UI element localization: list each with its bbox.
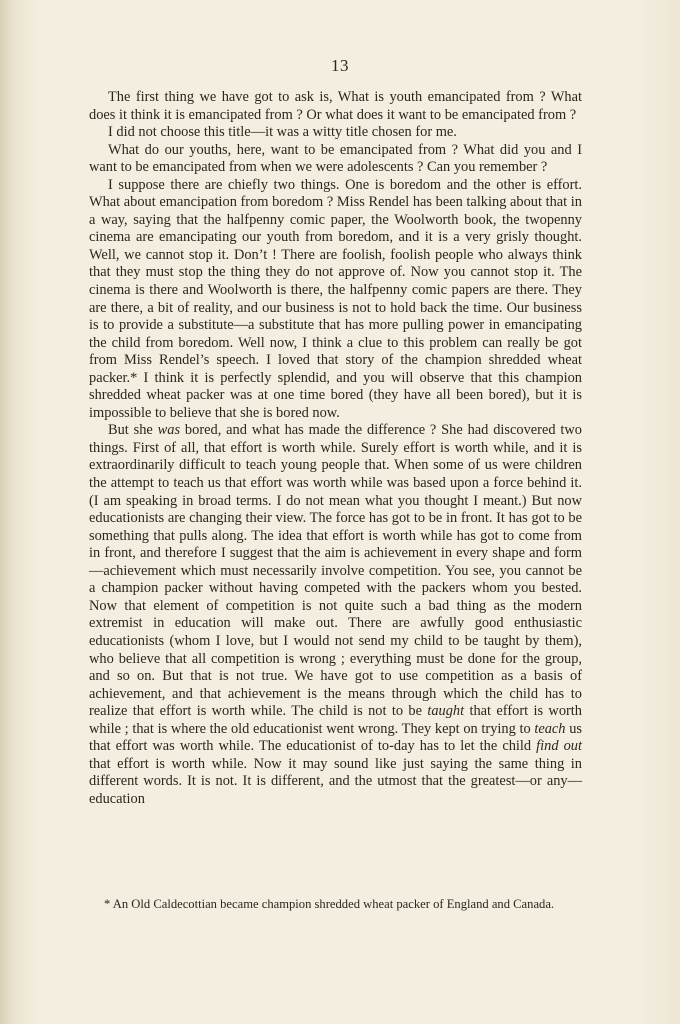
text-run: that effort is worth while ; that is where the old educationist went wrong. They kept on trying to <box>89 703 582 737</box>
text-run: The first thing we have got to ask is, What is youth emancipated from ? What does it think it is emancipated from ? Or what does it want to be emancipated from ? <box>89 89 582 123</box>
paragraph-2 <box>89 124 582 142</box>
text-run: that effort is worth while. Now it may sound like just saying the same thing in different words. It is not. It is different, and the utmost that the greatest—or any—education <box>89 755 582 807</box>
paragraph-5 <box>89 422 582 808</box>
italic-text-run: was <box>157 422 181 439</box>
text-run: I did not choose this title—it was a witty title chosen for me. <box>108 124 457 141</box>
italic-text-run: taught <box>427 703 465 720</box>
italic-text-run: find out <box>536 738 582 755</box>
paragraph-3 <box>89 142 582 177</box>
text-run: I suppose there are chiefly two things. One is boredom and the other is effort. What about emancipation from boredom ? Miss Rendel has been talking about that in a way, saying that the halfpenny comic paper, the Woolworth book, the twopenny cinema are emancipating our youth from boredom, and it is a very grisly thought. Well, we cannot stop it. Don’t ! There are foolish, foolish people who always think that they must stop the thing they do not approve of. Now you cannot stop it. The cinema is there and Woolworth is there, the halfpenny comic papers are there. They are there, a bit of reality, and our business is not to hold back the time. Our business is to provide a substitute—a substitute that has more pulling power in emancipating the child from boredom. Well now, I think a clue to this problem can really be got from Miss Rendel’s speech. I loved that story of the champion shredded wheat packer.* I think it is perfectly splendid, and you will observe that this champion shredded wheat packer was at one time bored (they have all been bored), but it is impossible to believe that she is bored now. <box>89 176 582 421</box>
paragraph-4 <box>89 177 582 423</box>
text-run: But she <box>108 422 158 439</box>
footnote <box>89 896 582 913</box>
body-text <box>89 89 582 808</box>
page-number: 13 <box>331 56 349 75</box>
italic-text-run: teach <box>534 720 566 737</box>
text-run: us that effort was worth while. The educationist of to-day has to let the child <box>89 720 582 755</box>
text-run: bored, and what has made the difference ? She had discovered two things. First of all, that effort is worth while. Surely effort is worth while, and it is extraordinarily difficult to teach young people that. When some of us were children the attempt to teach us that effort was worth while was based upon a force behind it. (I am speaking in broad terms. I do not mean what you thought I meant.) But now educationists are changing their view. The force has got to be in front. It has got to be something that pulls along. The idea that effort is worth while has got to come from in front, and therefore I suggest that the aim is achievement in every shape and form—achievement which must necessarily involve competition. You see, you cannot be a champion packer without having competed with the packers whom you bested. Now that element of competition is not quite such a bad thing as the modern extremist in education will make out. There are awfully good enthusiastic educationists (whom I love, but I would not send my child to be taught by them), who believe that all competition is wrong ; everything must be done for the group, and so on. But that is not true. We have got to use competition as a basis of achievement, and that achievement is the means through which the child has to realize that effort is worth while. The child is not to be <box>89 422 582 720</box>
footnote-text: * An Old Caldecottian became champion shredded wheat packer of England and Canada. <box>104 897 555 911</box>
paragraph-1 <box>89 89 582 124</box>
text-run: What do our youths, here, want to be emancipated from ? What did you and I want to be emancipated from when we were adolescents ? Can you remember ? <box>89 141 582 176</box>
